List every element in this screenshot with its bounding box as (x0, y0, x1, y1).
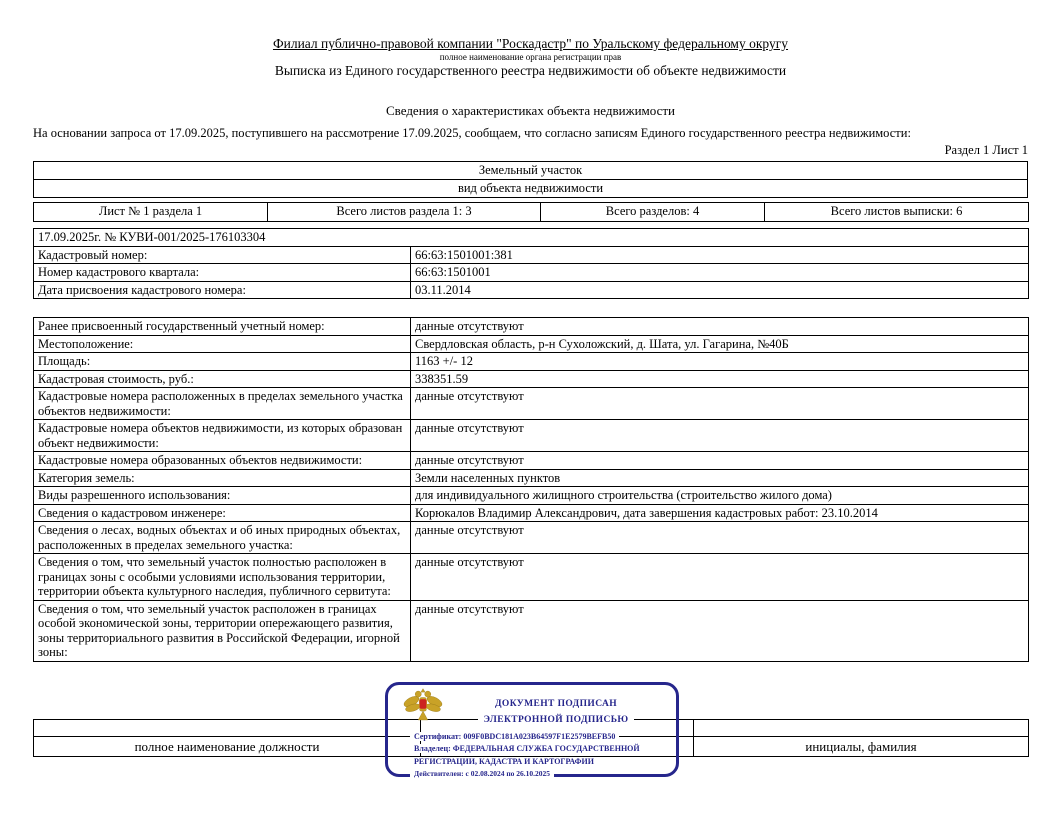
row-value: 1163 +/- 12 (411, 353, 1029, 371)
sheet-number-cell: Лист № 1 раздела 1 (34, 203, 268, 222)
row-value: данные отсутствуют (411, 452, 1029, 470)
document-title: Выписка из Единого государственного реестра недвижимости об объекте недвижимости (274, 63, 787, 78)
table-row (34, 318, 1029, 336)
stamp-headline-2: ЭЛЕКТРОННОЙ ПОДПИСЬЮ (446, 715, 666, 725)
row-label: Кадастровые номера объектов недвижимости, из которых образован объект недвижимости: (34, 420, 411, 452)
table-row (34, 504, 1029, 522)
stamp-certificate: Сертификат: 009F0BDC181A023B64597F1E2579BEFB50 (410, 732, 619, 741)
row-label: Дата присвоения кадастрового номера: (34, 281, 411, 299)
row-label: Сведения о том, что земельный участок расположен в границах особой экономической зоны, территории опережающего развития, зоны территориального развития в Российской Федерации, игорной зоны: (34, 600, 411, 661)
row-value: данные отсутствуют (411, 420, 1029, 452)
row-value: 66:63:1501001 (411, 264, 1029, 282)
name-signature-space (694, 720, 1029, 737)
request-number-line: 17.09.2025г. № КУВИ-001/2025-176103304 (34, 229, 1029, 247)
row-value: Свердловская область, р-н Сухоложский, д. Шата, ул. Гагарина, №40Б (411, 335, 1029, 353)
row-label: Ранее присвоенный государственный учетный номер: (34, 318, 411, 336)
row-label: Виды разрешенного использования: (34, 487, 411, 505)
row-label: Кадастровые номера образованных объектов недвижимости: (34, 452, 411, 470)
table-row (34, 600, 1029, 661)
position-signature-space (34, 720, 421, 737)
table-row (34, 420, 1029, 452)
table-row (34, 370, 1029, 388)
name-caption: инициалы, фамилия (694, 737, 1029, 757)
table-row (34, 353, 1029, 371)
row-value: данные отсутствуют (411, 600, 1029, 661)
table-row (34, 522, 1029, 554)
row-value: 338351.59 (411, 370, 1029, 388)
sheets-info-table (33, 202, 1029, 222)
object-kind-caption: вид объекта недвижимости (34, 180, 1028, 198)
object-details-table (33, 317, 1029, 662)
table-row (34, 452, 1029, 470)
row-label: Площадь: (34, 353, 411, 371)
row-label: Сведения о лесах, водных объектах и об иных природных объектах, расположенных в пределах земельного участка: (34, 522, 411, 554)
registry-number-table (33, 228, 1029, 299)
table-row (34, 487, 1029, 505)
row-value: для индивидуального жилищного строительства (строительство жилого дома) (411, 487, 1029, 505)
coat-of-arms-icon (401, 688, 445, 722)
request-basis-line: На основании запроса от 17.09.2025, поступившего на рассмотрение 17.09.2025, сообщаем, что согласно записям Единого государственного реестра недвижимости: (33, 126, 911, 140)
row-label: Кадастровые номера расположенных в пределах земельного участка объектов недвижимости: (34, 388, 411, 420)
extract-sheets-total-cell: Всего листов выписки: 6 (765, 203, 1029, 222)
row-value: данные отсутствуют (411, 522, 1029, 554)
row-label: Сведения о том, что земельный участок полностью расположен в границах зоны с особыми условиями использования территории, территории объекта культурного наследия, публичного сервитута: (34, 554, 411, 601)
section-sheet-label: Раздел 1 Лист 1 (944, 143, 1028, 157)
row-value: данные отсутствуют (411, 318, 1029, 336)
row-value: данные отсутствуют (411, 388, 1029, 420)
row-label: Местоположение: (34, 335, 411, 353)
row-value: 03.11.2014 (411, 281, 1029, 299)
position-caption: полное наименование должности (34, 737, 421, 757)
object-kind-table (33, 161, 1028, 198)
table-row (34, 554, 1029, 601)
row-label: Сведения о кадастровом инженере: (34, 504, 411, 522)
row-label: Кадастровый номер: (34, 246, 411, 264)
sections-total-cell: Всего разделов: 4 (541, 203, 765, 222)
stamp-validity: Действителен: с 02.08.2024 по 26.10.2025 (410, 769, 554, 778)
table-row (34, 388, 1029, 420)
row-label: Кадастровая стоимость, руб.: (34, 370, 411, 388)
object-kind-value: Земельный участок (34, 162, 1028, 180)
registration-authority-caption: полное наименование органа регистрации прав (439, 52, 622, 62)
table-row (34, 469, 1029, 487)
row-value: Корюкалов Владимир Александрович, дата завершения кадастровых работ: 23.10.2014 (411, 504, 1029, 522)
row-label: Номер кадастрового квартала: (34, 264, 411, 282)
row-value: Земли населенных пунктов (411, 469, 1029, 487)
stamp-owner-line1: Владелец: ФЕДЕРАЛЬНАЯ СЛУЖБА ГОСУДАРСТВЕННОЙ (410, 744, 644, 753)
row-value: данные отсутствуют (411, 554, 1029, 601)
stamp-owner-line2: РЕГИСТРАЦИИ, КАДАСТРА И КАРТОГРАФИИ (410, 757, 598, 766)
registration-authority-name: Филиал публично-правовой компании "Роскадастр" по Уральскому федеральному округу (272, 36, 789, 51)
electronic-signature-stamp (385, 682, 679, 777)
stamp-headline-1: ДОКУМЕНТ ПОДПИСАН (446, 699, 666, 709)
section-title: Сведения о характеристиках объекта недвижимости (385, 103, 676, 118)
row-value: 66:63:1501001:381 (411, 246, 1029, 264)
table-row (34, 335, 1029, 353)
row-label: Категория земель: (34, 469, 411, 487)
section-sheets-total-cell: Всего листов раздела 1: 3 (268, 203, 541, 222)
